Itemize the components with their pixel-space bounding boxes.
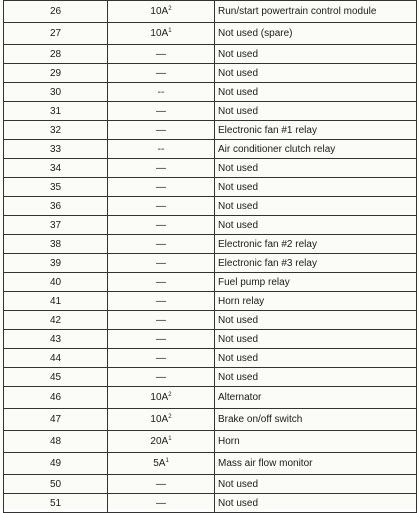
- table-row: [4, 45, 417, 64]
- amp-rating-value: —: [156, 219, 166, 231]
- fuse-number-cell: 26: [4, 1, 108, 23]
- fuse-amp-rating-cell: [108, 273, 215, 292]
- fuse-amp-rating-cell: [108, 349, 215, 368]
- fuse-amp-rating-cell: [108, 140, 215, 159]
- table-row: [4, 273, 417, 292]
- protected-circuit-cell: Electronic fan #2 relay: [215, 235, 417, 254]
- fuse-number-cell: 50: [4, 475, 108, 494]
- amp-rating-value: 10A: [150, 28, 169, 39]
- amp-rating-value: 10A: [150, 392, 169, 403]
- protected-circuit-cell: Run/start powertrain control module: [215, 1, 417, 23]
- amp-rating-value: 20A: [150, 436, 169, 447]
- protected-circuit-cell: Fuel pump relay: [215, 273, 417, 292]
- fuse-amp-rating-cell: [108, 368, 215, 387]
- footnote-marker: 2: [168, 414, 172, 420]
- table-row: [4, 494, 417, 513]
- table-row: [4, 349, 417, 368]
- fuse-number-cell: 43: [4, 330, 108, 349]
- table-row: [4, 453, 417, 475]
- amp-rating-value: 10A: [150, 414, 169, 425]
- fuse-amp-rating-cell: [108, 494, 215, 513]
- amp-rating-value: —: [156, 276, 166, 288]
- table-row: [4, 178, 417, 197]
- fuse-amp-rating-cell: [108, 83, 215, 102]
- fuse-number-cell: 31: [4, 102, 108, 121]
- table-row: [4, 23, 417, 45]
- fuse-amp-rating-cell: [108, 102, 215, 121]
- amp-rating-value: —: [156, 48, 166, 60]
- fuse-amp-rating-cell: [108, 235, 215, 254]
- protected-circuit-cell: Mass air flow monitor: [215, 453, 417, 475]
- protected-circuit-cell: Not used: [215, 475, 417, 494]
- table-row: [4, 235, 417, 254]
- amp-rating-value: —: [156, 333, 166, 345]
- table-row: [4, 216, 417, 235]
- fuse-amp-rating-cell: [108, 292, 215, 311]
- fuse-number-cell: 30: [4, 83, 108, 102]
- protected-circuit-cell: Horn: [215, 431, 417, 453]
- protected-circuit-cell: Not used: [215, 45, 417, 64]
- table-row: [4, 368, 417, 387]
- protected-circuit-cell: Electronic fan #3 relay: [215, 254, 417, 273]
- amp-rating-value: 5A: [153, 458, 166, 469]
- footnote-marker: 1: [165, 458, 169, 464]
- amp-rating-value: —: [156, 181, 166, 193]
- protected-circuit-cell: Not used: [215, 159, 417, 178]
- table-row: [4, 311, 417, 330]
- fuse-number-cell: 39: [4, 254, 108, 273]
- fuse-number-cell: 49: [4, 453, 108, 475]
- amp-rating-value: --: [157, 86, 165, 98]
- protected-circuit-cell: Alternator: [215, 387, 417, 409]
- table-row: [4, 292, 417, 311]
- fuse-number-cell: 47: [4, 409, 108, 431]
- footnote-marker: 2: [168, 392, 172, 398]
- protected-circuit-cell: Not used: [215, 368, 417, 387]
- fuse-amp-rating-cell: [108, 330, 215, 349]
- amp-rating-value: —: [156, 352, 166, 364]
- fuse-number-cell: 37: [4, 216, 108, 235]
- fuse-table: [3, 0, 417, 513]
- table-row: [4, 431, 417, 453]
- fuse-number-cell: 33: [4, 140, 108, 159]
- fuse-table-body: [4, 1, 417, 513]
- fuse-number-cell: 51: [4, 494, 108, 513]
- amp-rating-value: --: [157, 143, 165, 155]
- protected-circuit-cell: Not used (spare): [215, 23, 417, 45]
- fuse-amp-rating-cell: [108, 23, 215, 45]
- fuse-number-cell: 27: [4, 23, 108, 45]
- fuse-number-cell: 44: [4, 349, 108, 368]
- table-row: [4, 197, 417, 216]
- footnote-marker: 1: [168, 436, 172, 442]
- fuse-number-cell: 28: [4, 45, 108, 64]
- fuse-amp-rating-cell: [108, 409, 215, 431]
- protected-circuit-cell: Not used: [215, 349, 417, 368]
- protected-circuit-cell: Not used: [215, 102, 417, 121]
- table-row: [4, 475, 417, 494]
- table-row: [4, 140, 417, 159]
- amp-rating-value: —: [156, 497, 166, 509]
- protected-circuit-cell: Not used: [215, 83, 417, 102]
- protected-circuit-cell: Brake on/off switch: [215, 409, 417, 431]
- fuse-amp-rating-cell: [108, 121, 215, 140]
- protected-circuit-cell: Horn relay: [215, 292, 417, 311]
- amp-rating-value: —: [156, 295, 166, 307]
- table-row: [4, 330, 417, 349]
- protected-circuit-cell: Not used: [215, 216, 417, 235]
- table-row: [4, 409, 417, 431]
- table-row: [4, 159, 417, 178]
- protected-circuit-cell: Electronic fan #1 relay: [215, 121, 417, 140]
- protected-circuit-cell: Not used: [215, 197, 417, 216]
- fuse-number-cell: 45: [4, 368, 108, 387]
- table-row: [4, 254, 417, 273]
- fuse-number-cell: 34: [4, 159, 108, 178]
- table-row: [4, 64, 417, 83]
- fuse-number-cell: 41: [4, 292, 108, 311]
- fuse-amp-rating-cell: [108, 387, 215, 409]
- fuse-amp-rating-cell: [108, 45, 215, 64]
- fuse-amp-rating-cell: [108, 475, 215, 494]
- fuse-amp-rating-cell: [108, 159, 215, 178]
- fuse-number-cell: 46: [4, 387, 108, 409]
- amp-rating-value: —: [156, 371, 166, 383]
- fuse-number-cell: 35: [4, 178, 108, 197]
- fuse-number-cell: 40: [4, 273, 108, 292]
- protected-circuit-cell: Not used: [215, 64, 417, 83]
- fuse-amp-rating-cell: [108, 178, 215, 197]
- table-row: [4, 83, 417, 102]
- amp-rating-value: —: [156, 257, 166, 269]
- amp-rating-value: —: [156, 67, 166, 79]
- fuse-number-cell: 48: [4, 431, 108, 453]
- amp-rating-value: 10A: [150, 6, 169, 17]
- fuse-number-cell: 38: [4, 235, 108, 254]
- fuse-number-cell: 29: [4, 64, 108, 83]
- fuse-amp-rating-cell: [108, 1, 215, 23]
- table-row: [4, 387, 417, 409]
- fuse-amp-rating-cell: [108, 216, 215, 235]
- footnote-marker: 1: [168, 28, 172, 34]
- fuse-amp-rating-cell: [108, 64, 215, 83]
- protected-circuit-cell: Not used: [215, 494, 417, 513]
- fuse-number-cell: 36: [4, 197, 108, 216]
- amp-rating-value: —: [156, 105, 166, 117]
- table-row: [4, 121, 417, 140]
- fuse-amp-rating-cell: [108, 197, 215, 216]
- table-row: [4, 102, 417, 121]
- table-row: [4, 1, 417, 23]
- fuse-amp-rating-cell: [108, 254, 215, 273]
- protected-circuit-cell: Not used: [215, 330, 417, 349]
- fuse-number-cell: 32: [4, 121, 108, 140]
- amp-rating-value: —: [156, 314, 166, 326]
- fuse-amp-rating-cell: [108, 311, 215, 330]
- fuse-amp-rating-cell: [108, 453, 215, 475]
- fuse-number-cell: 42: [4, 311, 108, 330]
- protected-circuit-cell: Not used: [215, 178, 417, 197]
- amp-rating-value: —: [156, 200, 166, 212]
- fuse-amp-rating-cell: [108, 431, 215, 453]
- footnote-marker: 2: [168, 6, 172, 12]
- amp-rating-value: —: [156, 238, 166, 250]
- protected-circuit-cell: Air conditioner clutch relay: [215, 140, 417, 159]
- amp-rating-value: —: [156, 124, 166, 136]
- amp-rating-value: —: [156, 162, 166, 174]
- protected-circuit-cell: Not used: [215, 311, 417, 330]
- amp-rating-value: —: [156, 478, 166, 490]
